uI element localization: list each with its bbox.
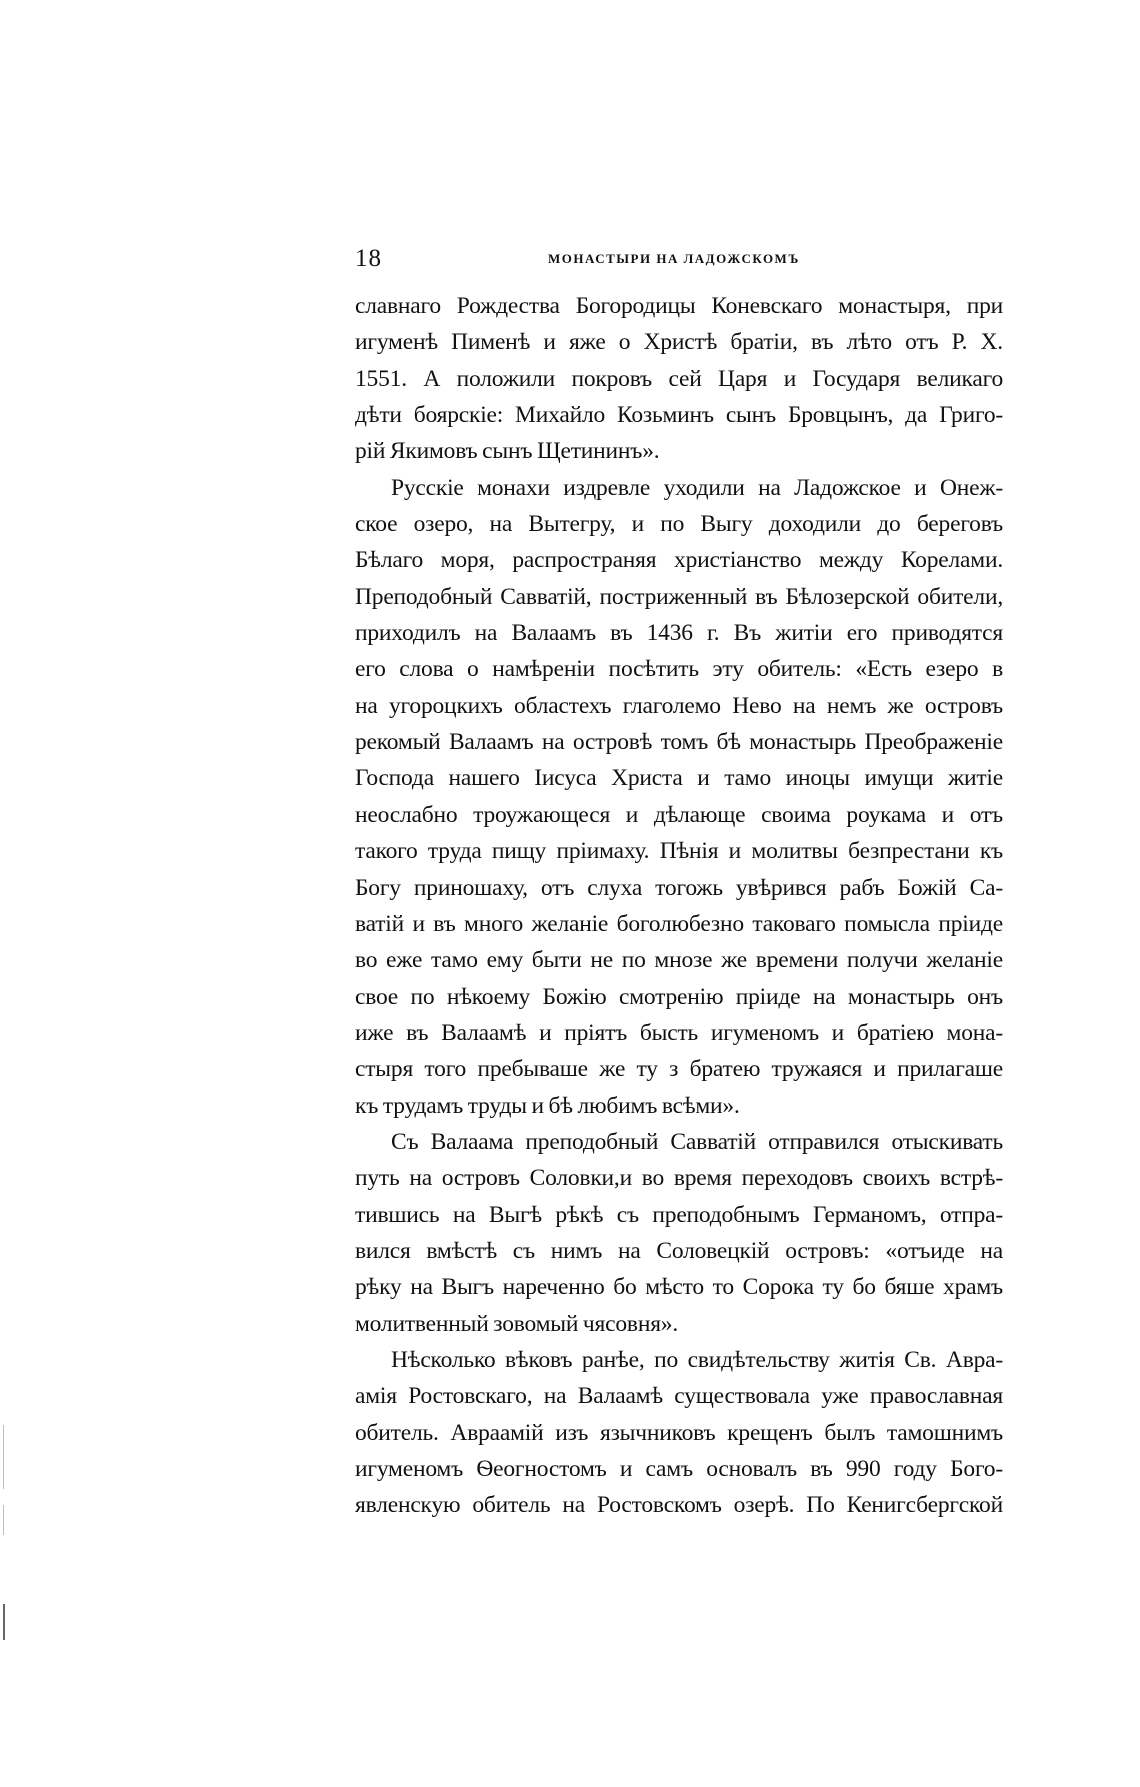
text-line: его слова о намѣренiи посѣтить эту обитель: «Есть езеро в — [355, 656, 1003, 683]
running-title: МОНАСТЫРИ НА ЛАДОЖСКОМЪ — [548, 251, 800, 266]
text-line: Богу приношаху, отъ слуха тогожь увѣрився рабъ Божiй Са- — [355, 874, 1003, 901]
text-line: игуменѣ Пименѣ и яже о Христѣ братiи, въ лѣто отъ Р. Х. — [355, 329, 1003, 356]
running-header — [355, 244, 1003, 274]
text-line: явленскую обитель на Ростовскомъ озерѣ. По Кенигсбергской — [355, 1492, 1003, 1519]
text-line: ское озеро, на Вытегру, и по Выгу доходили до береговъ — [355, 511, 1003, 538]
text-line: рiй Якимовъ сынъ Щетининъ». — [355, 438, 660, 465]
text-line: Преподобный Савватiй, постриженный въ Бѣлозерской обители, — [355, 583, 1003, 610]
body-text — [355, 288, 1003, 1524]
text-line: къ трудамъ труды и бѣ любимъ всѣми». — [355, 1092, 740, 1119]
paragraph-start-line: Съ Валаама преподобный Савватiй отправился отыскивать — [391, 1128, 1003, 1155]
paragraph-start-line: Русскiе монахи издревле уходили на Ладожское и Онеж- — [391, 474, 1003, 501]
text-line: свое по нѣкоему Божiю смотренiю прiиде на монастырь онъ — [355, 983, 1003, 1010]
scan-edge-mark — [3, 1505, 4, 1535]
text-line: стыря того пребываше же ту з братею тружаяся и прилагаше — [355, 1056, 1003, 1083]
text-line: тившись на Выгѣ рѣкѣ съ преподобнымъ Германомъ, отпра- — [355, 1201, 1003, 1228]
text-line: обитель. Авраамiй изъ язычниковъ крещенъ былъ тамошнимъ — [355, 1419, 1003, 1446]
text-line: ватiй и въ много желанiе боголюбезно таковаго помысла прiиде — [355, 910, 1003, 937]
text-line: иже въ Валаамѣ и прiятъ бысть игуменомъ и братiею мона- — [355, 1019, 1003, 1046]
paragraph-start-line: Нѣсколько вѣковъ ранѣе, по свидѣтельству житiя Св. Авра- — [391, 1346, 1003, 1373]
text-line: такого труда пищу прiимаху. Пѣнiя и молитвы безпрестани къ — [355, 838, 1003, 865]
text-line: приходилъ на Валаамъ въ 1436 г. Въ житiи его приводятся — [355, 620, 1003, 647]
scan-edge-mark — [3, 1425, 4, 1489]
text-line: 1551. А положили покровъ сей Царя и Государя великаго — [355, 365, 1003, 392]
page-number: 18 — [355, 245, 382, 272]
text-line: на угороцкихъ областехъ глаголемо Нево на немъ же островъ — [355, 692, 1003, 719]
text-line: неослабно троужающеся и дѣлающе своима роукама и отъ — [355, 801, 1003, 828]
text-line: путь на островъ Соловки,и во время переходовъ своихъ встрѣ- — [355, 1165, 1003, 1192]
text-line: рѣку на Выгъ нареченно бо мѣсто то Сорока ту бо бяше храмъ — [355, 1274, 1003, 1301]
text-line: дѣти боярскiе: Михайло Козьминъ сынъ Бровцынъ, да Григо- — [355, 402, 1003, 429]
text-line: амiя Ростовскаго, на Валаамѣ существовала уже православная — [355, 1383, 1003, 1410]
text-line: Господа нашего Iисуса Христа и тамо иноцы имущи житiе — [355, 765, 1003, 792]
text-line: рекомый Валаамъ на островѣ томъ бѣ монастырь Преображенiе — [355, 729, 1003, 756]
text-line: игуменомъ Ѳеогностомъ и самъ основалъ въ 990 году Бого- — [355, 1456, 1003, 1482]
text-line: Бѣлаго моря, распространяя христiанство между Корелами. — [355, 547, 1003, 574]
scan-edge-mark — [3, 1604, 5, 1640]
text-line: вился вмѣстѣ съ нимъ на Соловецкiй островъ: «отъиде на — [355, 1237, 1003, 1264]
text-line: славнаго Рождества Богородицы Коневскаго монастыря, при — [355, 293, 1003, 319]
text-line: молитвенный зовомый чясовня». — [355, 1310, 679, 1337]
text-line: во еже тамо ему быти не по мнозе же времени получи желанiе — [355, 947, 1003, 974]
